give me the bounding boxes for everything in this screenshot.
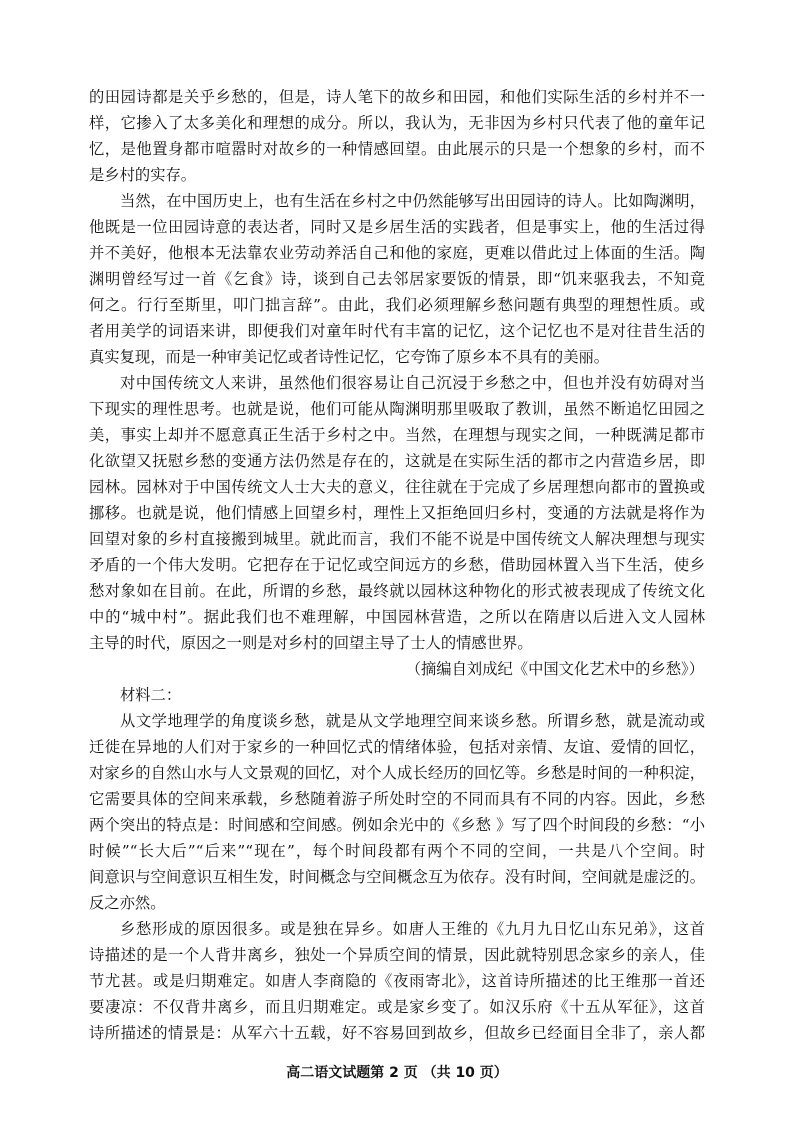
- text-line: 主导的时代，原因之一则是对乡村的回望主导了士人的情感世界。: [89, 634, 533, 652]
- text-line: 挪移。也就是说，他们情感上回望乡村，理性上又拒绝回归乡村，变通的方法就是将作为: [89, 504, 705, 522]
- text-line: 时候”“长大后”“后来”“现在”，每个时间段都有两个不同的空间，一共是八个空间。时: [89, 842, 705, 860]
- text-line: 回望对象的乡村直接搬到城里。就此而言，我们不能不说是中国传统文人解决理想与现实: [89, 530, 705, 548]
- text-line: 从文学地理学的角度谈乡愁，就是从文学地理空间来谈乡愁。所谓乡愁，就是流动或: [120, 712, 705, 730]
- text-line: 何之。行行至斯里，叩门拙言辞”。由此，我们必须理解乡愁问题有典型的理想性质。或: [89, 296, 705, 314]
- text-line: 忆，是他置身都市喧嚣时对故乡的一种情感回望。由此展示的只是一个想象的乡村，而不: [89, 140, 705, 158]
- text-line: 的田园诗都是关乎乡愁的，但是，诗人笔下的故乡和田园，和他们实际生活的乡村并不一: [89, 88, 705, 106]
- text-line: 渊明曾经写过一首《乞食》诗，谈到自己去邻居家要饭的情景，即“饥来驱我去，不知竟: [89, 270, 705, 288]
- section-label: 材料二：: [120, 686, 182, 704]
- text-line: 下现实的理性思考。也就是说，他们可能从陶渊明那里吸取了教训，虽然不断追忆田园之: [89, 400, 705, 418]
- text-line: 者用美学的词语来讲，即便我们对童年时代有丰富的记忆，这个记忆也不是对往昔生活的: [89, 322, 705, 340]
- text-line: 并不美好，他根本无法靠农业劳动养活自己和他的家庭，更难以借此过上体面的生活。陶: [89, 244, 705, 262]
- text-line: 愁对象如在目前。在此，所谓的乡愁，最终就以园林这种物化的形式被表现成了传统文化: [89, 582, 705, 600]
- text-line: 真实复现，而是一种审美记忆或者诗性记忆，它夸饰了原乡本不具有的美丽。: [89, 348, 610, 366]
- text-line: 间意识与空间意识互相生发，时间概念与空间概念互为依存。没有时间，空间就是虚泛的。: [89, 868, 705, 886]
- text-line: 诗所描述的情景是：从军六十五载，好不容易回到故乡，但故乡已经面目全非了，亲人都: [89, 1024, 705, 1042]
- text-line: 迁徙在异地的人们对于家乡的一种回忆式的情绪体验，包括对亲情、友谊、爱情的回忆，: [89, 738, 705, 756]
- text-line: 两个突出的特点是：时间感和空间感。例如余光中的《乡愁 》写了四个时间段的乡愁：“小: [89, 816, 705, 834]
- text-line: 他既是一位田园诗意的表达者，同时又是乡居生活的实践者，但是事实上，他的生活过得: [89, 218, 705, 236]
- text-line: 节尤甚。或是归期难定。如唐人李商隐的《夜雨寄北》，这首诗所描述的比王维那一首还: [89, 972, 705, 990]
- text-line: 诗描述的是一个人背井离乡，独处一个异质空间的情景，因此就特别思念家乡的亲人，佳: [89, 946, 705, 964]
- text-line: 反之亦然。: [89, 894, 166, 912]
- text-line: 化欲望又抚慰乡愁的变通方法仍然是存在的，这就是在实际生活的都市之内营造乡居，即: [89, 452, 705, 470]
- text-line: 对中国传统文人来讲，虽然他们很容易让自己沉浸于乡愁之中，但也并没有妨碍对当: [120, 374, 705, 392]
- text-line: 美，事实上却并不愿意真正生活于乡村之中。当然，在理想与现实之间，一种既满足都市: [89, 426, 705, 444]
- page-footer: 高二语文试题第 2 页 （共 10 页）: [286, 1065, 508, 1081]
- text-line: 乡愁形成的原因很多。或是独在异乡。如唐人王维的《九月九日忆山东兄弟》，这首: [120, 920, 705, 938]
- text-line: 当然，在中国历史上，也有生活在乡村之中仍然能够写出田园诗的诗人。比如陶渊明，: [120, 192, 705, 210]
- text-line: 是乡村的实存。: [89, 166, 197, 184]
- text-line: 中的“城中村”。据此我们也不难理解，中国园林营造，之所以在隋唐以后进入文人园林: [89, 608, 705, 626]
- source-citation: （摘编自刘成纪《中国文化艺术中的乡愁》）: [405, 660, 704, 678]
- text-line: 对家乡的自然山水与人文景观的回忆，对个人成长经历的回忆等。乡愁是时间的一种积淀，: [89, 764, 705, 782]
- text-line: 样，它掺入了太多美化和理想的成分。所以，我认为，无非因为乡村只代表了他的童年记: [89, 114, 705, 132]
- text-line: 园林。园林对于中国传统文人士大夫的意义，往往就在于完成了乡居理想向都市的置换或: [89, 478, 705, 496]
- text-line: 矛盾的一个伟大发明。它把存在于记忆或空间远方的乡愁，借助园林置入当下生活，使乡: [89, 556, 705, 574]
- text-line: 要凄凉：不仅背井离乡，而且归期难定。或是家乡变了。如汉乐府《十五从军征》，这首: [89, 998, 705, 1016]
- text-line: 它需要具体的空间来承载，乡愁随着游子所处时空的不同而具有不同的内容。因此，乡愁: [89, 790, 705, 808]
